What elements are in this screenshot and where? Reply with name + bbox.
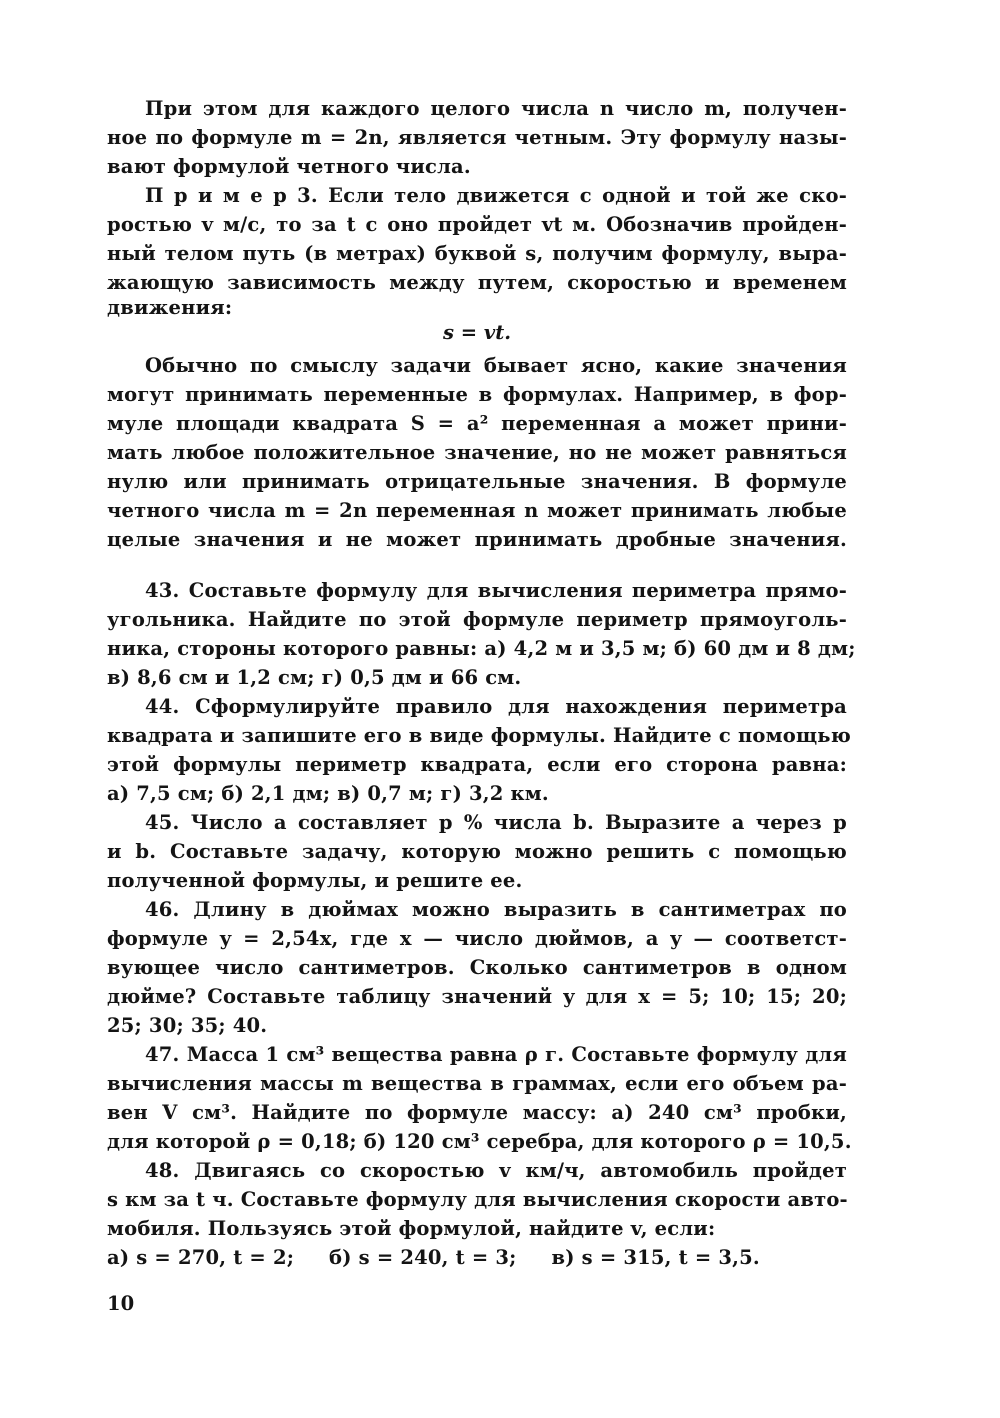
text-line: 48. Двигаясь со скоростью v км/ч, автомобиль пройдет (145, 1159, 847, 1182)
text-line: движения: (107, 296, 233, 319)
text-line: формуле y = 2,54x, где x — число дюймов, а y — соответст- (107, 927, 847, 950)
text-line: ный телом путь (в метрах) буквой s, получим формулу, выра- (107, 242, 847, 265)
text-line: ника, стороны которого равны: а) 4,2 м и 3,5 м; б) 60 дм и 8 дм; (107, 637, 856, 660)
exercise-46 (107, 895, 847, 1040)
text-line: этой формулы периметр квадрата, если его сторона равна: (107, 753, 847, 776)
text-line: 44. Сформулируйте правило для нахождения периметра (145, 695, 847, 718)
text-line: вующее число сантиметров. Сколько сантиметров в одном (107, 956, 847, 979)
text-line: могут принимать переменные в формулах. Например, в фор- (107, 383, 847, 406)
page-number: 10 (107, 1292, 135, 1315)
text-line: Обычно по смыслу задачи бывает ясно, какие значения (145, 354, 847, 377)
text-line: При этом для каждого целого числа n число m, получен- (145, 97, 847, 120)
exercise-47 (107, 1040, 852, 1156)
intro-paragraph (107, 94, 847, 181)
text-line: и b. Составьте задачу, которую можно решить с помощью (107, 840, 847, 863)
text-line: муле площади квадрата S = a² переменная a может прини- (107, 412, 847, 435)
text-line: мобиля. Пользуясь этой формулой, найдите v, если: (107, 1217, 716, 1240)
text-line: а) s = 270, t = 2; б) s = 240, t = 3; в) s = 315, t = 3,5. (107, 1246, 760, 1269)
motion-formula: s = vt. (442, 321, 512, 344)
text-line: ростью v м/с, то за t с оно пройдет vt м. Обозначив пройден- (107, 213, 847, 236)
spacer (107, 554, 847, 576)
text-line: целые значения и не может принимать дробные значения. (107, 528, 847, 551)
exercise-45 (107, 808, 847, 895)
text-line: s км за t ч. Составьте формулу для вычисления скорости авто- (107, 1188, 848, 1211)
text-line: жающую зависимость между путем, скоростью и временем (107, 271, 847, 294)
text-line: угольника. Найдите по этой формуле периметр прямоуголь- (107, 608, 847, 631)
text-line: в) 8,6 см и 1,2 см; г) 0,5 дм и 66 см. (107, 666, 522, 689)
exercise-48 (107, 1156, 847, 1272)
text-line: 43. Составьте формулу для вычисления периметра прямо- (145, 579, 847, 602)
text-line: дюйме? Составьте таблицу значений y для x = 5; 10; 15; 20; (107, 985, 847, 1008)
example-3-paragraph (107, 181, 847, 347)
text-line: 47. Масса 1 см³ вещества равна ρ г. Составьте формулу для (145, 1043, 847, 1066)
exercise-43 (107, 576, 856, 692)
text-line: вают формулой четного числа. (107, 155, 471, 178)
explanation-paragraph (107, 351, 847, 554)
text-line: а) 7,5 см; б) 2,1 дм; в) 0,7 м; г) 3,2 км. (107, 782, 549, 805)
exercise-44 (107, 692, 851, 808)
text-line: квадрата и запишите его в виде формулы. Найдите с помощью (107, 724, 851, 747)
text-line: вычисления массы m вещества в граммах, если его объем ра- (107, 1072, 847, 1095)
text-line: ное по формуле m = 2n, является четным. Эту формулу назы- (107, 126, 847, 149)
text-line: 45. Число a составляет p % числа b. Выразите a через p (145, 811, 847, 834)
text-line: мать любое положительное значение, но не может равняться (107, 441, 847, 464)
textbook-page (107, 94, 856, 1272)
text-line: П р и м е р 3. Если тело движется с одной и той же ско- (145, 184, 847, 207)
text-line: четного числа m = 2n переменная n может принимать любые (107, 499, 847, 522)
text-line: полученной формулы, и решите ее. (107, 869, 523, 892)
text-line: вен V см³. Найдите по формуле массу: а) 240 см³ пробки, (107, 1101, 847, 1124)
text-line: 46. Длину в дюймах можно выразить в сантиметрах по (145, 898, 847, 921)
text-line: нулю или принимать отрицательные значения. В формуле (107, 470, 847, 493)
text-line: для которой ρ = 0,18; б) 120 см³ серебра, для которого ρ = 10,5. (107, 1130, 852, 1153)
text-line: 25; 30; 35; 40. (107, 1014, 268, 1037)
